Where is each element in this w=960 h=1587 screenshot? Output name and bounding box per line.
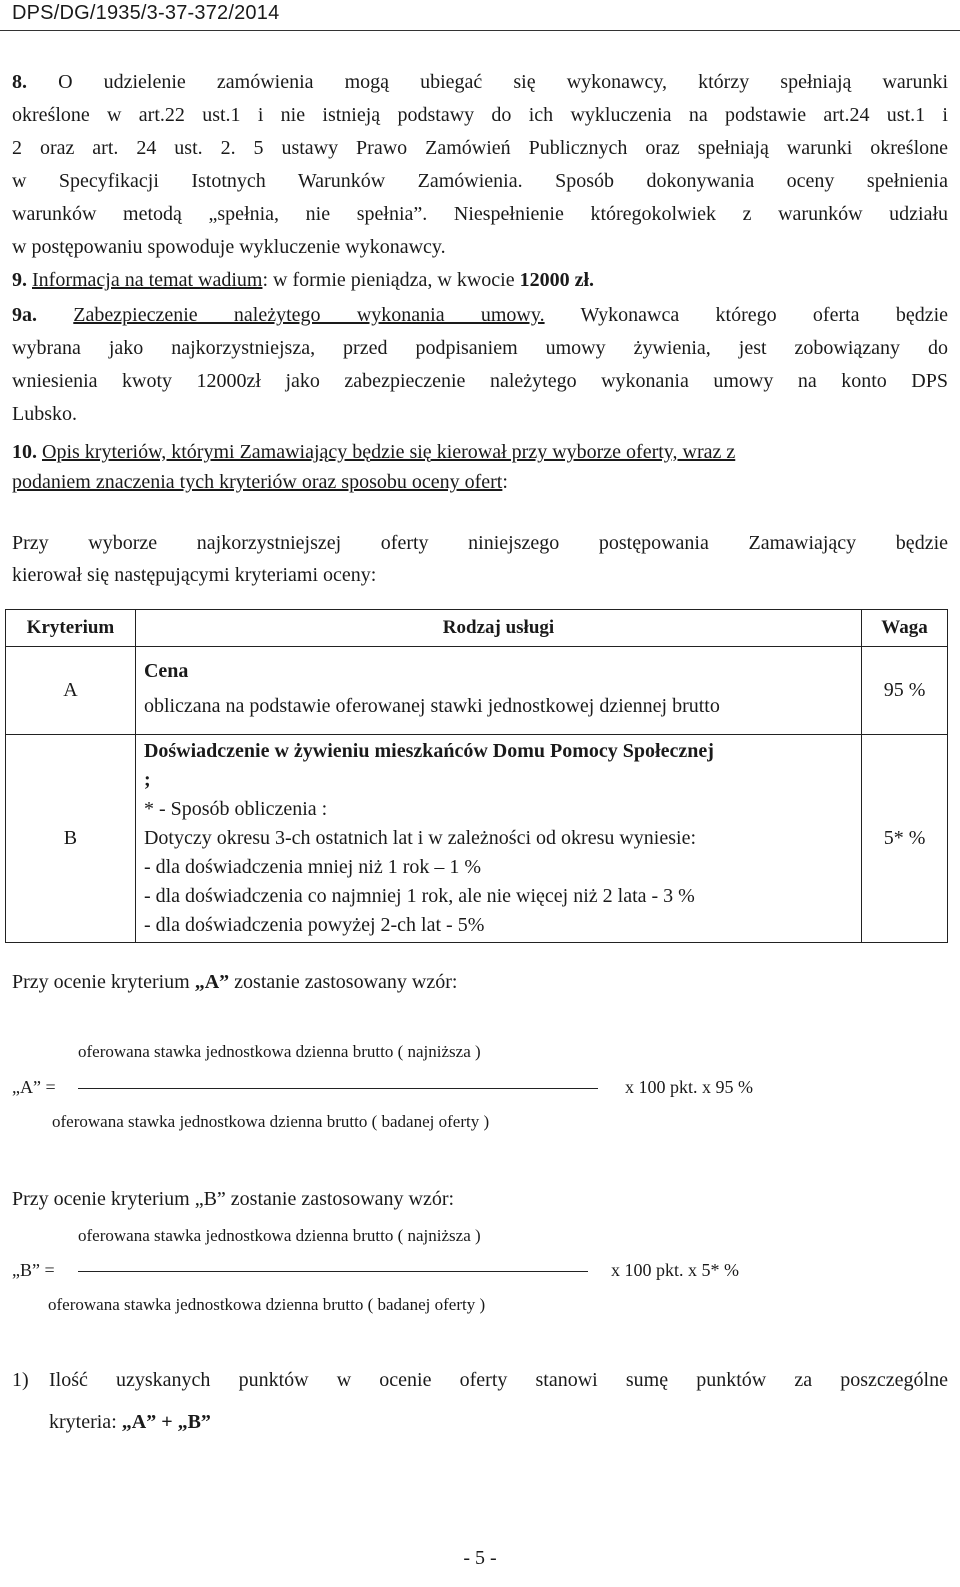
criterion-b-line: - dla doświadczenia co najmniej 1 rok, ale nie więcej niż 2 lata - 3 % [143, 885, 695, 907]
criteria-intro-line1: Przy wyborze najkorzystniejszej oferty niniejszego postępowania Zamawiający będzie [12, 532, 948, 554]
section9-amount: 12000 zł. [519, 269, 595, 291]
formula-b-fraction-line [78, 1271, 588, 1272]
formula-b-lhs: „B” = [12, 1260, 55, 1280]
section10-line1: 10. Opis kryteriów, którymi Zamawiający będzie się kierował przy wyborze oferty, wraz z [12, 441, 736, 463]
header-kryterium: Kryterium [6, 610, 136, 647]
points-line2: kryteria: „A” + „B” [49, 1411, 211, 1433]
header-rodzaj-uslugi: Rodzaj usługi [135, 610, 861, 647]
section8-line3: 2 oraz art. 24 ust. 2. 5 ustawy Prawo Zamówień Publicznych oraz spełniają warunki określone [12, 137, 948, 159]
criterion-a-description [135, 647, 861, 735]
section10-number: 10. [12, 441, 37, 463]
section9-number: 9. [12, 269, 27, 291]
criterion-a-weight: 95 % [862, 647, 948, 735]
table-row [6, 647, 948, 735]
section8-line1: 8. O udzielenie zamówienia mogą ubiegać się wykonawcy, którzy spełniają warunki [12, 71, 949, 93]
section9a-line3: wniesienia kwoty 12000zł jako zabezpieczenie należytego wykonania umowy na konto DPS [12, 370, 948, 392]
section8-number: 8. [12, 71, 27, 93]
criterion-a-text: obliczana na podstawie oferowanej stawki jednostkowej dziennej brutto [143, 694, 720, 717]
section9-wadium: 9. Informacja na temat wadium: w formie pieniądza, w kwocie 12000 zł. [12, 269, 595, 291]
section8-line2: określone w art.22 ust.1 i nie istnieją podstawy do ich wykluczenia na podstawie art.24 ust.1 i [12, 104, 948, 126]
formula-b-denominator: oferowana stawka jednostkowa dzienna brutto ( badanej oferty ) [48, 1295, 486, 1314]
section8-line5: warunków metodą „spełnia, nie spełnia”. Niespełnienie któregokolwiek z warunków udziału [12, 203, 948, 225]
header-waga: Waga [862, 610, 948, 647]
section9a-line4: Lubsko. [12, 403, 77, 425]
section8-line6: w postępowaniu spowoduje wykluczenie wykonawcy. [12, 236, 446, 258]
criterion-b-line: - dla doświadczenia powyżej 2-ch lat - 5% [143, 914, 485, 936]
points-number: 1) [12, 1369, 29, 1391]
formula-b-multiplier: x 100 pkt. x 5* % [611, 1260, 739, 1280]
criterion-b-title: Doświadczenie w żywieniu mieszkańców Domu Pomocy Społecznej ; [143, 740, 714, 791]
formula-b-intro: Przy ocenie kryterium „B” zostanie zastosowany wzór: [12, 1188, 455, 1210]
formula-a-intro: Przy ocenie kryterium „A” zostanie zastosowany wzór: [12, 971, 458, 993]
section8-line4: w Specyfikacji Istotnych Warunków Zamówienia. Sposób dokonywania oceny spełnienia [12, 170, 948, 192]
criterion-b-line: - dla doświadczenia mniej niż 1 rok – 1 % [143, 856, 482, 878]
table-header-row [6, 610, 948, 647]
criterion-a-label: A [6, 647, 136, 735]
formula-a-denominator: oferowana stawka jednostkowa dzienna brutto ( badanej oferty ) [52, 1112, 490, 1131]
criterion-b-line: Dotyczy okresu 3-ch ostatnich lat i w zależności od okresu wyniesie: [143, 827, 696, 849]
formula-a-lhs: „A” = [12, 1077, 56, 1097]
section9a-title: Zabezpieczenie należytego wykonania umowy. [73, 304, 545, 326]
section9a-line2: wybrana jako najkorzystniejsza, przed podpisaniem umowy żywienia, jest zobowiązany do [12, 337, 948, 359]
page-number: - 5 - [463, 1547, 497, 1569]
section9-label: Informacja na temat wadium [32, 269, 263, 291]
formula-a-multiplier: x 100 pkt. x 95 % [625, 1077, 753, 1097]
section10-line2: podaniem znaczenia tych kryteriów oraz sposobu oceny ofert: [12, 471, 508, 493]
formula-a-numerator: oferowana stawka jednostkowa dzienna brutto ( najniższa ) [78, 1042, 481, 1061]
criteria-table [5, 609, 948, 943]
points-line1: 1) Ilość uzyskanych punktów w ocenie oferty stanowi sumę punktów za poszczególne [12, 1364, 948, 1397]
header-rule [0, 30, 960, 31]
formula-a-fraction-line [78, 1088, 598, 1089]
document-number: DPS/DG/1935/3-37-372/2014 [12, 2, 280, 24]
criterion-b-line: * - Sposób obliczenia : [143, 798, 328, 820]
criterion-b-label: B [6, 735, 136, 943]
section9a-line1: 9a. Zabezpieczenie należytego wykonania umowy. Wykonawca którego oferta będzie [12, 304, 949, 326]
section9a-number: 9a. [12, 304, 37, 326]
criteria-intro-line2: kierował się następującymi kryteriami oceny: [12, 564, 377, 586]
formula-b-numerator: oferowana stawka jednostkowa dzienna brutto ( najniższa ) [78, 1226, 481, 1245]
criterion-a-title: Cena [143, 659, 189, 682]
table-row [6, 735, 948, 943]
criterion-b-description [135, 735, 861, 943]
criterion-b-weight: 5* % [862, 735, 948, 943]
